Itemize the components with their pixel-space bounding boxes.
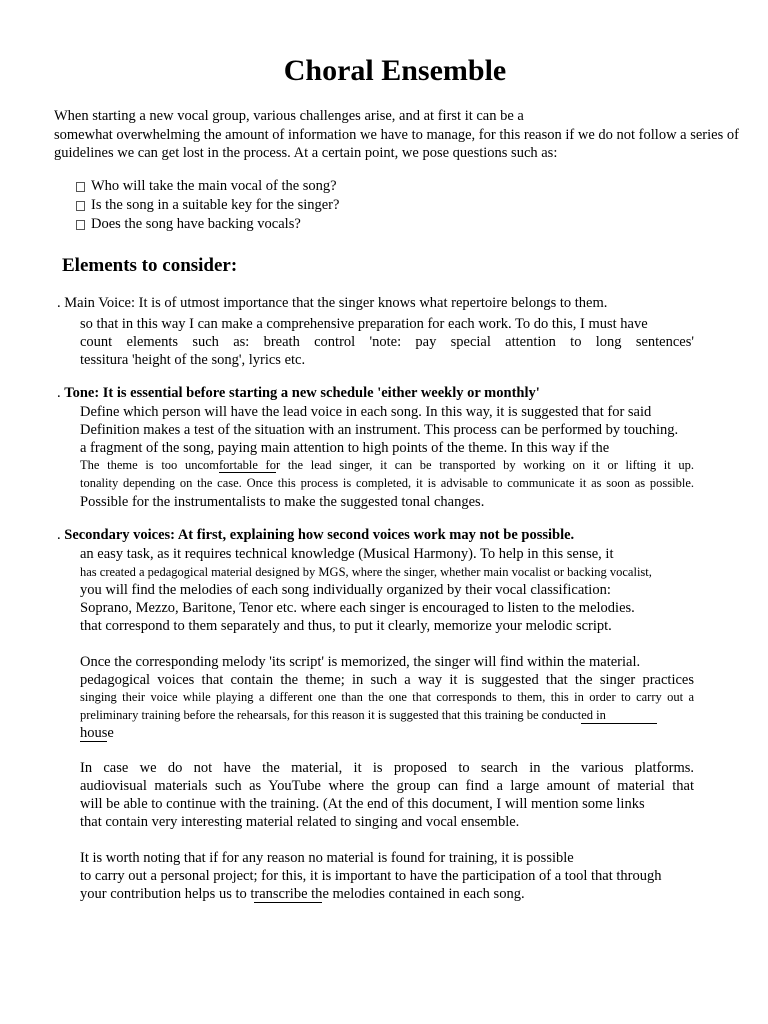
text-line: Define which person will have the lead voice in each song. In this way, it is suggested that for said <box>80 404 652 420</box>
text-line: In case we do not have the material, it is proposed to search in the various platforms. <box>80 760 694 776</box>
text-line: you will find the melodies of each song individually organized by their vocal classification: <box>80 582 611 598</box>
text-line: will be able to continue with the training. (At the end of this document, I will mention some links <box>80 796 645 812</box>
text-line: count elements such as: breath control 'note: pay special attention to long sentences' <box>80 334 694 350</box>
text-line: house <box>80 725 114 741</box>
text-line: tessitura 'height of the song', lyrics etc. <box>80 352 306 368</box>
text-line: so that in this way I can make a comprehensive preparation for each work. To do this, I must have <box>80 316 648 332</box>
list-item: Is the song in a suitable key for the singer? <box>76 196 339 215</box>
text-line: audiovisual materials such as YouTube where the group can find a large amount of material that <box>80 778 694 794</box>
text-line-small: has created a pedagogical material designed by MGS, where the singer, whether main vocalist or backing vocalist, <box>80 565 652 579</box>
list-item: Who will take the main vocal of the song? <box>76 177 339 196</box>
intro-line: When starting a new vocal group, various challenges arise, and at first it can be a <box>54 108 524 124</box>
document-title: Choral Ensemble <box>283 54 507 87</box>
text-line: Soprano, Mezzo, Baritone, Tenor etc. where each singer is encouraged to listen to the melodies. <box>80 600 635 616</box>
text-line-small: singing their voice while playing a different one than the one that corresponds to them, this in order to carry out a <box>80 690 694 704</box>
main-voice-lead: . Main Voice: It is of utmost importance that the singer knows what repertoire belongs to them. <box>57 295 608 311</box>
text-line: Definition makes a test of the situation with an instrument. This process can be performed by touching. <box>80 422 679 438</box>
text-line: pedagogical voices that contain the theme; in such a way it is suggested that the singer practices <box>80 672 694 688</box>
text-line: Possible for the instrumentalists to make the suggested tonal changes. <box>80 494 485 510</box>
checkbox-bullet-icon <box>76 201 85 211</box>
text-line: that correspond to them separately and thus, to put it clearly, memorize your melodic script. <box>80 618 612 634</box>
text-line: your contribution helps us to transcribe the melodies contained in each song. <box>80 886 525 902</box>
intro-paragraph <box>54 107 739 163</box>
checkbox-bullet-icon <box>76 220 85 230</box>
intro-line: guidelines we can get lost in the process. At a certain point, we pose questions such as: <box>54 145 558 161</box>
checkbox-bullet-icon <box>76 182 85 192</box>
text-line: to carry out a personal project; for this, it is important to have the participation of a tool that through <box>80 868 662 884</box>
text-line: a fragment of the song, paying main attention to high points of the theme. In this way if the <box>80 440 610 456</box>
tone-lead: . Tone: It is essential before starting a new schedule 'either weekly or monthly' <box>57 385 540 401</box>
list-item: Does the song have backing vocals? <box>76 215 339 234</box>
question-list <box>76 177 339 234</box>
text-line-small: tonality depending on the case. Once this process is completed, it is advisable to communicate it as soon as possible. <box>80 476 694 490</box>
text-line-small: The theme is too uncomfortable for the lead singer, it can be transported by working on it or lifting it up. <box>80 458 695 472</box>
text-line-small: preliminary training before the rehearsals, for this reason it is suggested that this training be conducted in <box>80 708 720 724</box>
section-heading: Elements to consider: <box>62 255 238 276</box>
text-line: that contain very interesting material related to singing and vocal ensemble. <box>80 814 520 830</box>
intro-line: somewhat overwhelming the amount of information we have to manage, for this reason if we do not follow a series of <box>54 126 739 143</box>
text-line: Once the corresponding melody 'its script' is memorized, the singer will find within the material. <box>80 654 641 670</box>
secondary-voices-lead: . Secondary voices: At first, explaining how second voices work may not be possible. <box>57 527 575 543</box>
text-line: an easy task, as it requires technical knowledge (Musical Harmony). To help in this sense, it <box>80 546 614 562</box>
text-line: It is worth noting that if for any reason no material is found for training, it is possible <box>80 850 574 866</box>
